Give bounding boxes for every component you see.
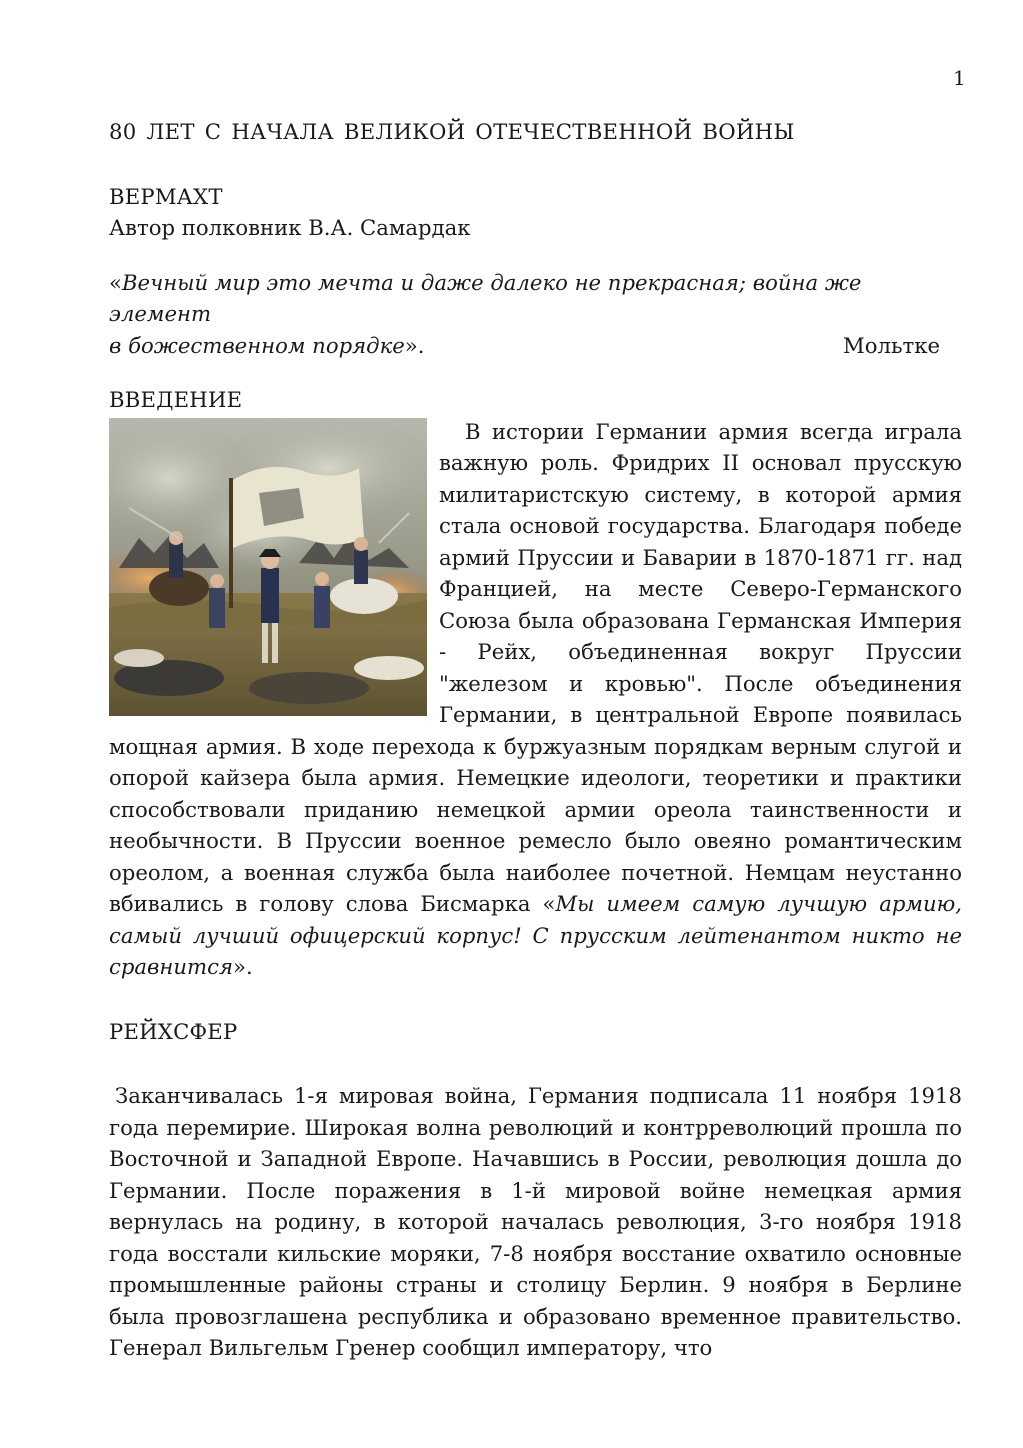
epigraph-text-2: в божественном порядке — [109, 332, 405, 358]
reichswehr-paragraph: Заканчивалась 1-я мировая война, Германия подписала 11 ноября 1918 года перемирие. Широкая волна революций и контрреволюций прошла по Восточной и Западной Европе. Начавшись в России, революция дошла до Германии. После поражения в 1-й мировой войне немецкая армия вернулась на родину, в которой началась революция, 3-го ноября 1918 года восстали кильские моряки, 7-8 ноября восстание охватило основные промышленные районы страны и столицу Берлин. 9 ноября в Берлине была провозглашена республика и образовано временное правительство. Генерал Вильгельм Гренер сообщил императору, что — [109, 1083, 962, 1360]
reichswehr-heading: РЕЙХСФЕР — [109, 1018, 238, 1044]
epigraph-line-1 — [109, 267, 962, 330]
epigraph-close-quote: ». — [404, 332, 425, 358]
epigraph-text-1: Вечный мир это мечта и даже далеко не прекрасная; война же элемент — [109, 269, 862, 326]
intro-heading: ВВЕДЕНИЕ — [109, 387, 243, 412]
document-body — [109, 116, 962, 1364]
epigraph — [109, 267, 962, 362]
epigraph-open-quote: « — [109, 269, 122, 295]
intro-text: В истории Германии армия всегда играла важную роль. Фридрих II основал прусскую милитаристскую систему, в которой армия стала основой государства. Благодаря победе армий Пруссии и Баварии в 1870-1871 гг. над Францией, на месте Северо-Германского Союза была образована Германская Империя - Рейх, объединенная вокруг Пруссии "железом и кровью". После объединения Германии, в центральной Европе появилась мощная армия. В ходе перехода к буржуазным порядкам верным слугой и опорой кайзера была армия. Немецкие идеологи, теоретики и практики способствовали приданию немецкой армии ореола таинственности и необычности. В Пруссии военное ремесло было овеяно романтическим ореолом, а военная служба была наиболее почетной. Немцам неустанно вбивались в голову слова Бисмарка — [109, 418, 962, 916]
bismarck-quote-open: « — [542, 891, 556, 916]
battle-painting-image — [109, 418, 427, 716]
epigraph-attribution: Мольтке — [843, 332, 940, 358]
section-title: ВЕРМАХТ — [109, 183, 223, 209]
page-number: 1 — [953, 66, 966, 90]
bismarck-quote: Мы имеем самую лучшую армию, самый лучший офицерский корпус! С прусским лейтенантом никто не сравнится — [109, 891, 962, 979]
bismarck-quote-close: ». — [232, 954, 253, 979]
author-line: Автор полковник В.А. Самардак — [109, 215, 471, 240]
document-title: 80 ЛЕТ С НАЧАЛА ВЕЛИКОЙ ОТЕЧЕСТВЕННОЙ ВОЙНЫ — [109, 119, 795, 144]
epigraph-line-2 — [109, 330, 962, 362]
intro-section — [109, 416, 962, 983]
